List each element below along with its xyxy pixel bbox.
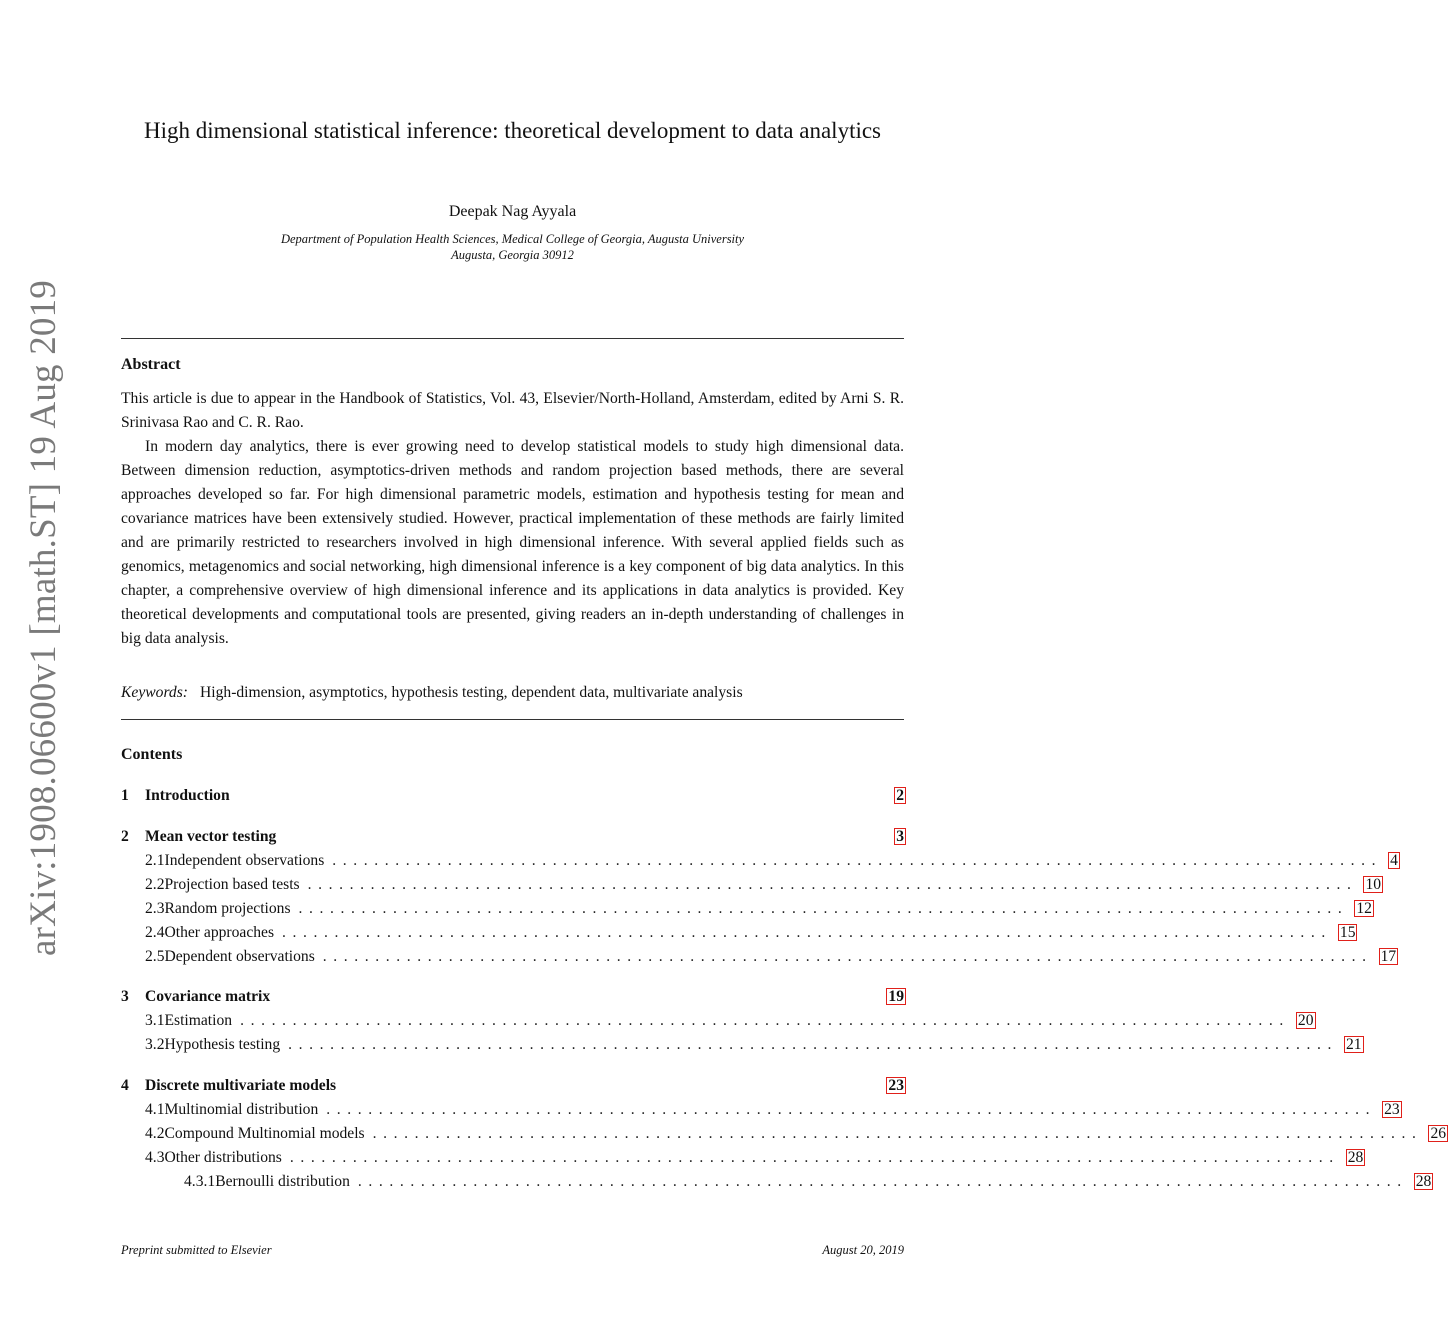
toc-entry-bernoulli-distribution[interactable] bbox=[121, 1173, 1432, 1195]
toc-leader-dots: .................................................................................................... bbox=[307, 876, 1358, 893]
abstract-bottom-rule bbox=[121, 719, 904, 720]
toc-page-link[interactable]: 20 bbox=[1297, 1012, 1314, 1029]
contents-heading: Contents bbox=[121, 746, 183, 763]
toc-title: Other approaches bbox=[164, 924, 275, 941]
keywords-label: Keywords: bbox=[121, 684, 188, 701]
toc-leader-dots: .................................................................................................... bbox=[298, 900, 1349, 917]
toc-title: Multinomial distribution bbox=[164, 1101, 319, 1118]
toc-entry-estimation[interactable] bbox=[121, 1012, 1314, 1034]
toc-entry-mean-vector-testing[interactable] bbox=[121, 828, 906, 850]
toc-title: Discrete multivariate models bbox=[145, 1077, 337, 1094]
toc-leader-dots: .................................................................................................... bbox=[326, 1101, 1377, 1118]
toc-page-link[interactable]: 10 bbox=[1365, 876, 1382, 893]
toc-entry-random-projections[interactable] bbox=[121, 900, 1372, 922]
toc-leader-dots: .................................................................................................... bbox=[332, 852, 1383, 869]
toc-page-link[interactable]: 26 bbox=[1430, 1125, 1447, 1142]
toc-number: 4.3.1 bbox=[184, 1173, 216, 1190]
toc-number: 4.3 bbox=[145, 1149, 165, 1166]
author-name: Deepak Nag Ayyala bbox=[448, 203, 577, 220]
toc-number: 1 bbox=[121, 787, 129, 804]
affiliation-line-1: Department of Population Health Sciences, Medical College of Georgia, Augusta University bbox=[280, 232, 745, 246]
toc-number: 2.4 bbox=[145, 924, 165, 941]
abstract-heading: Abstract bbox=[121, 356, 181, 373]
toc-number: 2.2 bbox=[145, 876, 165, 893]
toc-title: Dependent observations bbox=[164, 948, 315, 965]
toc-title: Bernoulli distribution bbox=[215, 1173, 350, 1190]
toc-page-link[interactable]: 2 bbox=[896, 787, 904, 804]
toc-entry-other-approaches[interactable] bbox=[121, 924, 1356, 946]
toc-entry-covariance-matrix[interactable] bbox=[121, 988, 906, 1010]
toc-entry-hypothesis-testing[interactable] bbox=[121, 1036, 1362, 1058]
toc-number: 4.1 bbox=[145, 1101, 165, 1118]
affiliation-line-2: Augusta, Georgia 30912 bbox=[451, 248, 574, 262]
abstract-paragraph-2: In modern day analytics, there is ever growing need to develop statistical models to study high dimensional data. Between dimension reduction, asymptotics-driven methods and random projection based methods, there are several approaches developed so far. For high dimensional parametric models, estimation and hypothesis testing for mean and covariance matrices have been extensively studied. However, practical implementation of these methods are fairly limited and are primarily restricted to researchers involved in high dimensional inference. With several applied fields such as genomics, metagenomics and social networking, high dimensional inference is a key component of big data analytics. In this chapter, a comprehensive overview of high dimensional inference and its applications in data analytics is provided. Key theoretical developments and computational tools are presented, giving readers an in-depth understanding of challenges in big data analysis. bbox=[121, 438, 904, 647]
toc-number: 2.3 bbox=[145, 900, 165, 917]
toc-number: 3.2 bbox=[145, 1036, 165, 1053]
toc-entry-introduction[interactable] bbox=[121, 787, 906, 809]
toc-entry-independent-observations[interactable] bbox=[121, 852, 1398, 874]
footer-preprint-note: Preprint submitted to Elsevier bbox=[121, 1243, 272, 1257]
footer-date: August 20, 2019 bbox=[822, 1243, 904, 1257]
arxiv-identifier-stamp bbox=[22, 279, 66, 956]
toc-title: Introduction bbox=[145, 787, 230, 804]
toc-number: 2.1 bbox=[145, 852, 165, 869]
toc-number: 3.1 bbox=[145, 1012, 165, 1029]
toc-leader-dots: .................................................................................................... bbox=[357, 1173, 1408, 1190]
keywords-text: High-dimension, asymptotics, hypothesis testing, dependent data, multivariate analysis bbox=[200, 684, 743, 701]
toc-entry-dependent-observations[interactable] bbox=[121, 948, 1397, 970]
toc-title: Random projections bbox=[164, 900, 291, 917]
toc-title: Estimation bbox=[164, 1012, 233, 1029]
toc-entry-projection-based-tests[interactable] bbox=[121, 876, 1382, 898]
toc-entry-multinomial-distribution[interactable] bbox=[121, 1101, 1400, 1123]
toc-page-link[interactable]: 28 bbox=[1415, 1173, 1432, 1190]
abstract-paragraph-1: This article is due to appear in the Handbook of Statistics, Vol. 43, Elsevier/North-Holland, Amsterdam, edited by Arni S. R. Srinivasa Rao and C. R. Rao. bbox=[121, 390, 904, 431]
toc-entry-other-distributions[interactable] bbox=[121, 1149, 1364, 1171]
toc-leader-dots: .................................................................................................... bbox=[372, 1125, 1423, 1142]
toc-page-link[interactable]: 12 bbox=[1356, 900, 1372, 917]
toc-page-link[interactable]: 23 bbox=[888, 1077, 904, 1094]
arxiv-identifier-text: arXiv:1908.06600v1 [math.ST] 19 Aug 2019 bbox=[23, 279, 64, 956]
toc-leader-dots: .................................................................................................... bbox=[289, 1149, 1340, 1166]
toc-page-link[interactable]: 23 bbox=[1384, 1101, 1400, 1118]
toc-leader-dots: .................................................................................................... bbox=[322, 948, 1373, 965]
toc-page-link[interactable]: 21 bbox=[1346, 1036, 1362, 1053]
toc-title: Hypothesis testing bbox=[164, 1036, 281, 1053]
toc-number: 4 bbox=[121, 1077, 129, 1094]
paper-title: High dimensional statistical inference: theoretical development to data analytics bbox=[143, 118, 882, 143]
toc-page-link[interactable]: 19 bbox=[888, 988, 904, 1005]
toc-page-link[interactable]: 3 bbox=[896, 828, 904, 845]
toc-page-link[interactable]: 17 bbox=[1380, 948, 1397, 965]
toc-leader-dots: .................................................................................................... bbox=[282, 924, 1332, 941]
toc-title: Covariance matrix bbox=[145, 988, 271, 1005]
toc-number: 2.5 bbox=[145, 948, 165, 965]
toc-title: Other distributions bbox=[164, 1149, 282, 1166]
toc-title: Mean vector testing bbox=[145, 828, 277, 845]
toc-title: Independent observations bbox=[164, 852, 325, 869]
toc-title: Projection based tests bbox=[164, 876, 300, 893]
toc-leader-dots: .................................................................................................... bbox=[288, 1036, 1338, 1053]
toc-page-link[interactable]: 4 bbox=[1390, 852, 1398, 869]
toc-page-link[interactable]: 15 bbox=[1339, 924, 1356, 941]
toc-entry-compound-multinomial-models[interactable] bbox=[121, 1125, 1447, 1147]
abstract-top-rule bbox=[121, 338, 904, 339]
toc-number: 3 bbox=[121, 988, 129, 1005]
abstract-body bbox=[121, 387, 904, 651]
toc-entry-discrete-multivariate-models[interactable] bbox=[121, 1077, 906, 1099]
toc-page-link[interactable]: 28 bbox=[1347, 1149, 1364, 1166]
author-affiliation bbox=[121, 231, 904, 263]
toc-number: 2 bbox=[121, 828, 129, 845]
keywords-line bbox=[121, 684, 904, 702]
toc-number: 4.2 bbox=[145, 1125, 165, 1142]
toc-leader-dots: .................................................................................................... bbox=[240, 1012, 1290, 1029]
toc-title: Compound Multinomial models bbox=[164, 1125, 365, 1142]
